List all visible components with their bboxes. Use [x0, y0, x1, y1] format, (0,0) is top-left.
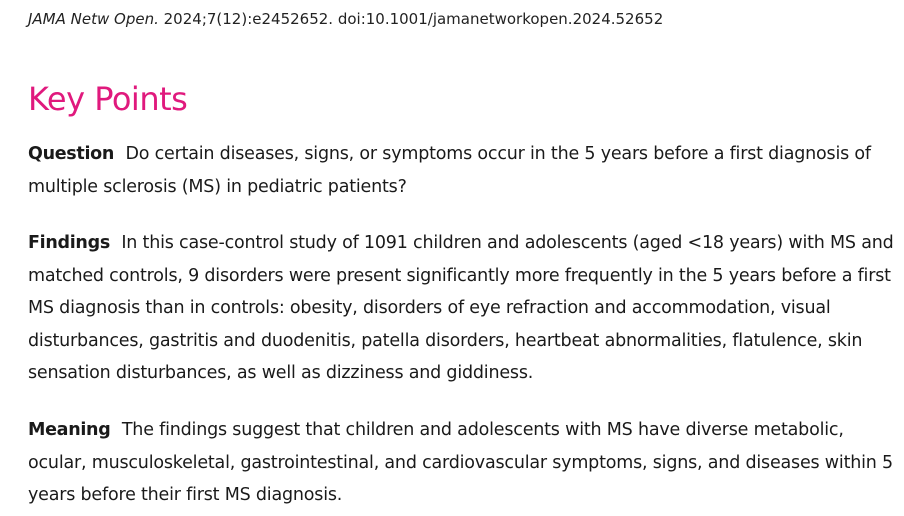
journal-name: JAMA Netw Open. — [28, 10, 159, 28]
findings-label: Findings — [28, 233, 110, 253]
meaning-section — [28, 414, 896, 512]
question-text: Do certain diseases, signs, or symptoms occur in the 5 years before a first diagnosis of multiple sclerosis (MS) in pediatric patients? — [28, 144, 871, 197]
meaning-text: The findings suggest that children and adolescents with MS have diverse metabolic, ocular, musculoskeletal, gastrointestinal, and cardiovascular symptoms, signs, and diseases within 5 years before their first MS diagnosis. — [28, 420, 893, 505]
question-label: Question — [28, 144, 115, 164]
citation-line — [28, 8, 663, 30]
findings-text: In this case-control study of 1091 children and adolescents (aged <18 years) with MS and matched controls, 9 disorders were present significantly more frequently in the 5 years before a first MS diagnosis than in controls: obesity, disorders of eye refraction and accommodation, visual disturbances, gastritis and duodenitis, patella disorders, heartbeat abnormalities, flatulence, skin sensation disturbances, as well as dizziness and giddiness. — [28, 233, 894, 383]
key-points-heading: Key Points — [28, 80, 188, 118]
meaning-label: Meaning — [28, 420, 111, 440]
findings-section — [28, 227, 896, 390]
question-section — [28, 138, 896, 203]
citation-reference: 2024;7(12):e2452652. doi:10.1001/jamanetworkopen.2024.52652 — [163, 10, 664, 28]
